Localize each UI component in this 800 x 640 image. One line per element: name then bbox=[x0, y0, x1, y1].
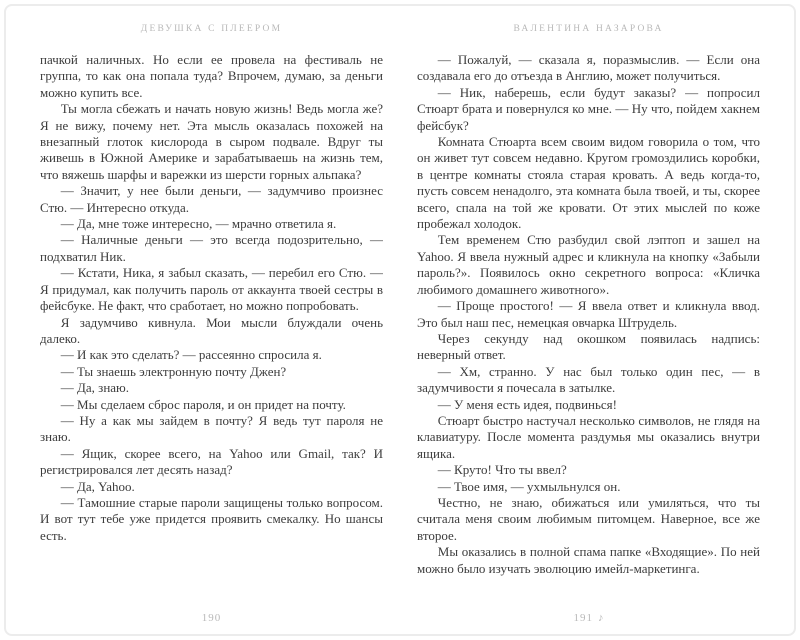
page-footer-right bbox=[417, 604, 760, 626]
paragraph: — Ты знаешь электронную почту Джен? bbox=[60, 363, 287, 379]
page-left bbox=[40, 20, 383, 626]
paragraph: Я задумчиво кивнула. Мои мысли блуждали очень далеко. bbox=[40, 314, 383, 346]
paragraph: — И как это сделать? — рассеянно спросила я. bbox=[60, 347, 322, 363]
paragraph: Через секунду над окошком появилась надпись: неверный ответ. bbox=[417, 330, 760, 363]
paragraph: Стюарт быстро настучал несколько символов, не глядя на клавиатуру. После момента раздумья мы оказались внутри ящика. bbox=[417, 412, 760, 461]
paragraph: Честно, не знаю, обижаться или умиляться, что ты считала меня своим любимым питомцем. Наверное, все же второе. bbox=[417, 494, 760, 543]
paragraph: — У меня есть идея, подвинься! bbox=[437, 396, 617, 412]
paragraph: Ты могла сбежать и начать новую жизнь! Ведь могла же? Я не вижу, почему нет. Эта мысль оказалась похожей на внезапный глоток кислорода в сыром подвале. Вдруг ты живешь в Южной Америке и зарабатываешь на жизнь тем, что вяжешь шарфы и варежки из шерсти горных альпака? bbox=[40, 101, 383, 182]
music-note-icon: ♪ bbox=[598, 612, 604, 624]
paragraph: Тем временем Стю разбудил свой лэптоп и зашел на Yahoo. Я ввела нужный адрес и кликнула на кнопку «Забыли пароль?». Появилось окно секретного вопроса: «Кличка любимого домашнего животного». bbox=[417, 232, 760, 297]
paragraph: — Круто! Что ты ввел? bbox=[437, 462, 567, 478]
page-right-text bbox=[417, 52, 760, 604]
paragraph: — Ну а как мы зайдем в почту? Я ведь тут пароля не знаю. bbox=[40, 412, 383, 445]
paragraph: — Да, Yahoo. bbox=[60, 478, 135, 494]
paragraph: — Да, знаю. bbox=[60, 380, 130, 396]
running-head-left: ДЕВУШКА С ПЛЕЕРОМ bbox=[140, 24, 283, 34]
page-number-right: 191 bbox=[573, 612, 593, 624]
paragraph: — Значит, у нее были деньги, — задумчиво произнес Стю. — Интересно откуда. bbox=[40, 183, 383, 215]
paragraph: — Кстати, Ника, я забыл сказать, — перебил его Стю. — Я придумал, как получить пароль от аккаунта твоей сестры в фейсбуке. Не факт, что сработает, но можно попробовать. bbox=[40, 265, 383, 314]
paragraph: — Тамошние старые пароли защищены только вопросом. И вот тут тебе уже придется проявить смекалку. Но шансы есть. bbox=[40, 494, 383, 543]
paragraph: — Хм, странно. У нас был только один пес, — в задумчивости я почесала в затылке. bbox=[417, 363, 760, 396]
paragraph: — Мы сделаем сброс пароля, и он придет на почту. bbox=[60, 396, 346, 412]
page-left-text bbox=[40, 52, 383, 604]
paragraph: — Пожалуй, — сказала я, поразмыслив. — Если она создавала его до отъезда в Англию, может получиться. bbox=[417, 52, 760, 84]
running-head-right: ВАЛЕНТИНА НАЗАРОВА bbox=[513, 24, 664, 34]
paragraph: Комната Стюарта всем своим видом говорила о том, что он живет тут совсем недавно. Кругом громоздились коробки, в центре комнаты стояла старая кровать. А ведь когда-то, пусть совсем ненадолго, эта комната была твоей, и ты, скорее всего, спала на той же кровати. От этих мыслей по коже пробежал холодок. bbox=[417, 134, 760, 232]
paragraph: пачкой наличных. Но если ее провела на фестиваль не группа, то как она попала туда? Впрочем, думаю, за деньги можно купить все. bbox=[40, 52, 383, 100]
paragraph: — Ящик, скорее всего, на Yahoo или Gmail, так? И регистрировался лет десять назад? bbox=[40, 445, 383, 478]
paragraph: — Да, мне тоже интересно, — мрачно ответила я. bbox=[60, 216, 337, 232]
paragraph: — Твое имя, — ухмыльнулся он. bbox=[437, 478, 621, 494]
paragraph: — Наличные деньги — это всегда подозрительно, — подхватил Ник. bbox=[40, 232, 383, 264]
page-right bbox=[417, 20, 760, 626]
page-footer-left bbox=[40, 604, 383, 626]
paragraph: — Проще простого! — Я ввела ответ и кликнула ввод. Это был наш пес, немецкая овчарка Штрудель. bbox=[417, 298, 760, 330]
page-number-left: 190 bbox=[201, 612, 222, 624]
paragraph: Мы оказались в полной спама папке «Входящие». По ней можно было изучать эволюцию имейл-маркетинга. bbox=[417, 544, 760, 576]
paragraph: — Ник, наберешь, если будут заказы? — попросил Стюарт брата и повернулся ко мне. — Ну что, пойдем хакнем фейсбук? bbox=[417, 84, 760, 133]
